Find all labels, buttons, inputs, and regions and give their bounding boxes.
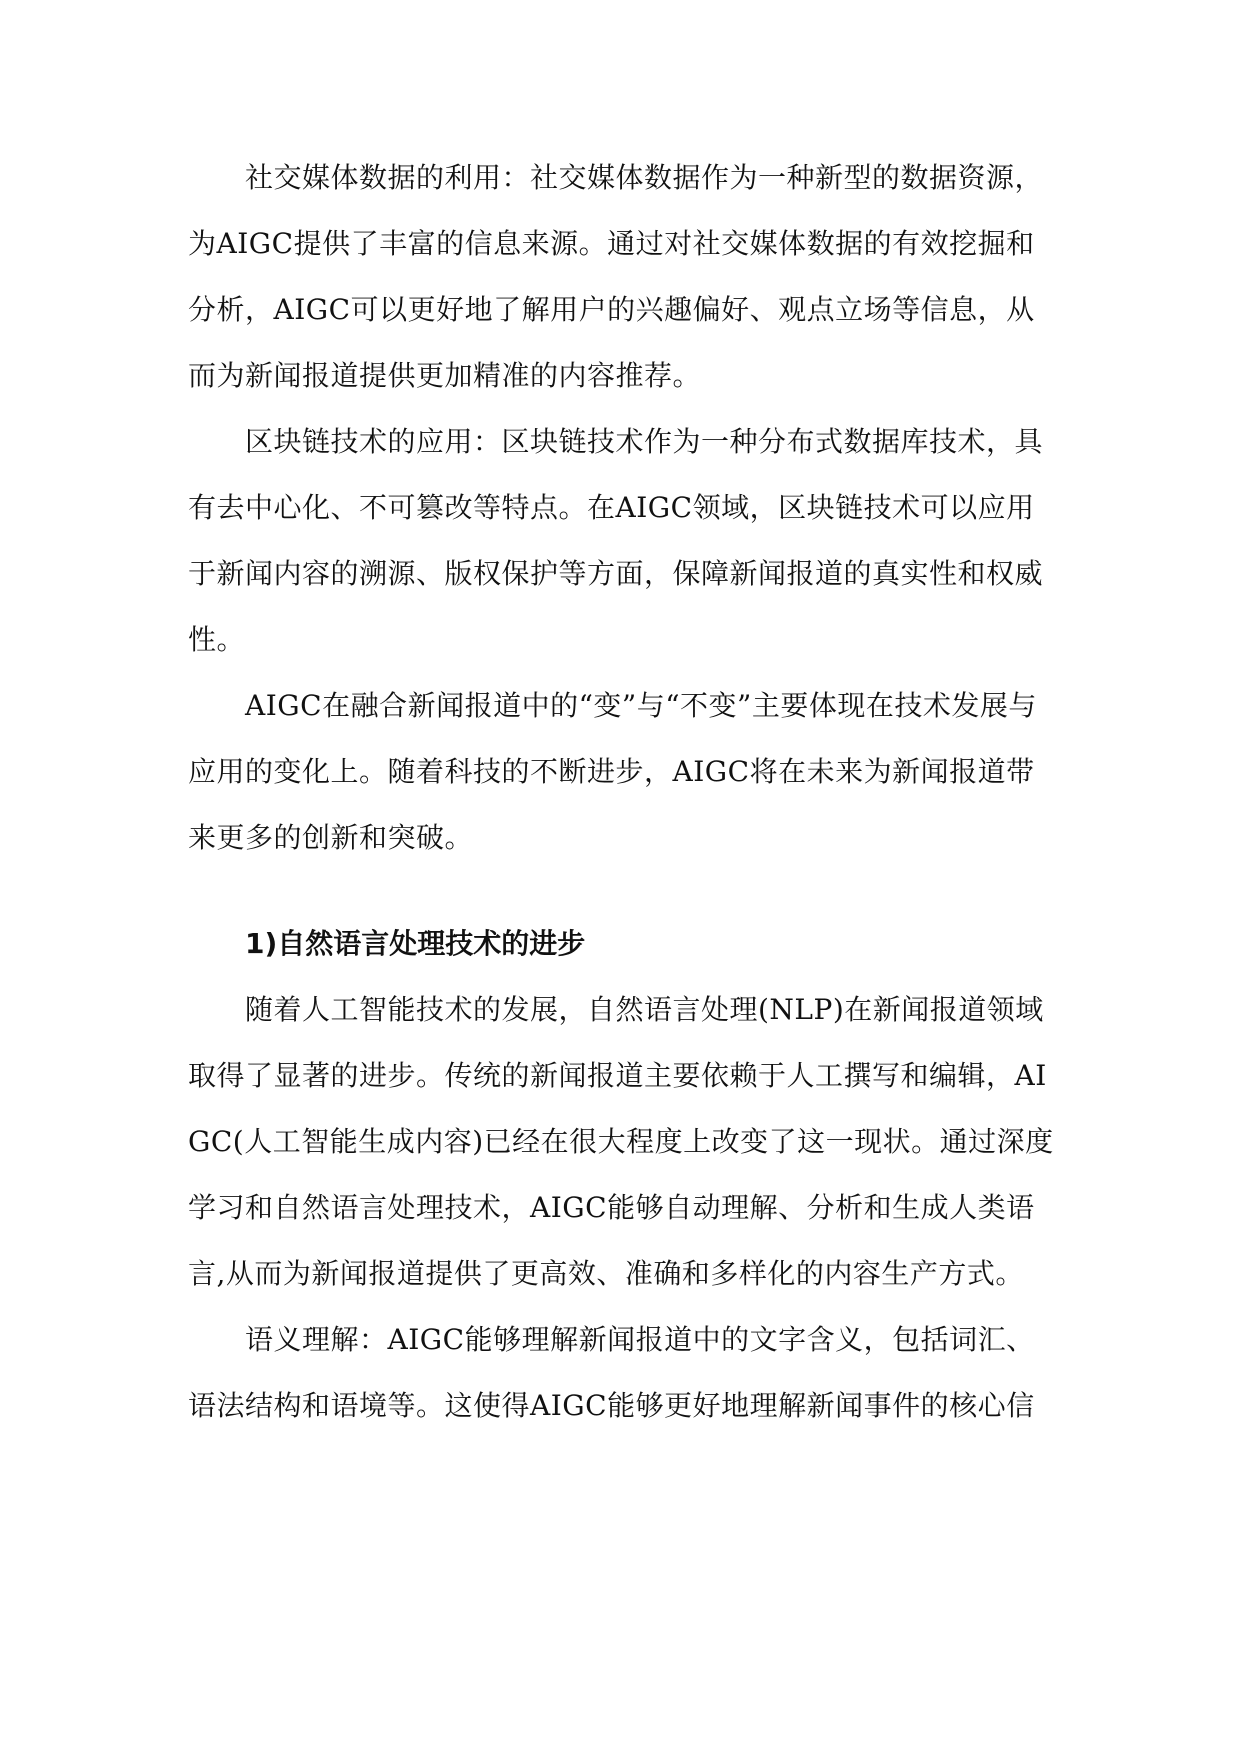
section-heading-nlp: 1)自然语言处理技术的进步 [245,927,586,960]
paragraph-nlp-progress: 随着人工智能技术的发展，自然语言处理(NLP)在新闻报道领域取得了显著的进步。传统的新闻报道主要依赖于人工撰写和编辑，AIGC(人工智能生成内容)已经在很大程度上改变了这一现状。通过深度学习和自然语言处理技术，AIGC能够自动理解、分析和生成人类语言,从而为新闻报道提供了更高效、准确和多样化的内容生产方式。 [188,993,1054,1290]
document-body [188,145,1058,1439]
paragraph-change-and-constancy: AIGC在融合新闻报道中的“变”与“不变”主要体现在技术发展与应用的变化上。随着科技的不断进步，AIGC将在未来为新闻报道带来更多的创新和突破。 [188,689,1037,854]
paragraph-blockchain: 区块链技术的应用：区块链技术作为一种分布式数据库技术，具有去中心化、不可篡改等特点。在AIGC领域，区块链技术可以应用于新闻内容的溯源、版权保护等方面，保障新闻报道的真实性和权威性。 [188,425,1044,656]
paragraph-social-media-data: 社交媒体数据的利用：社交媒体数据作为一种新型的数据资源，为AIGC提供了丰富的信息来源。通过对社交媒体数据的有效挖掘和分析，AIGC可以更好地了解用户的兴趣偏好、观点立场等信息，从而为新闻报道提供更加精准的内容推荐。 [188,161,1044,392]
paragraph-semantic-understanding: 语义理解：AIGC能够理解新闻报道中的文字含义，包括词汇、语法结构和语境等。这使得AIGC能够更好地理解新闻事件的核心信 [188,1323,1035,1422]
